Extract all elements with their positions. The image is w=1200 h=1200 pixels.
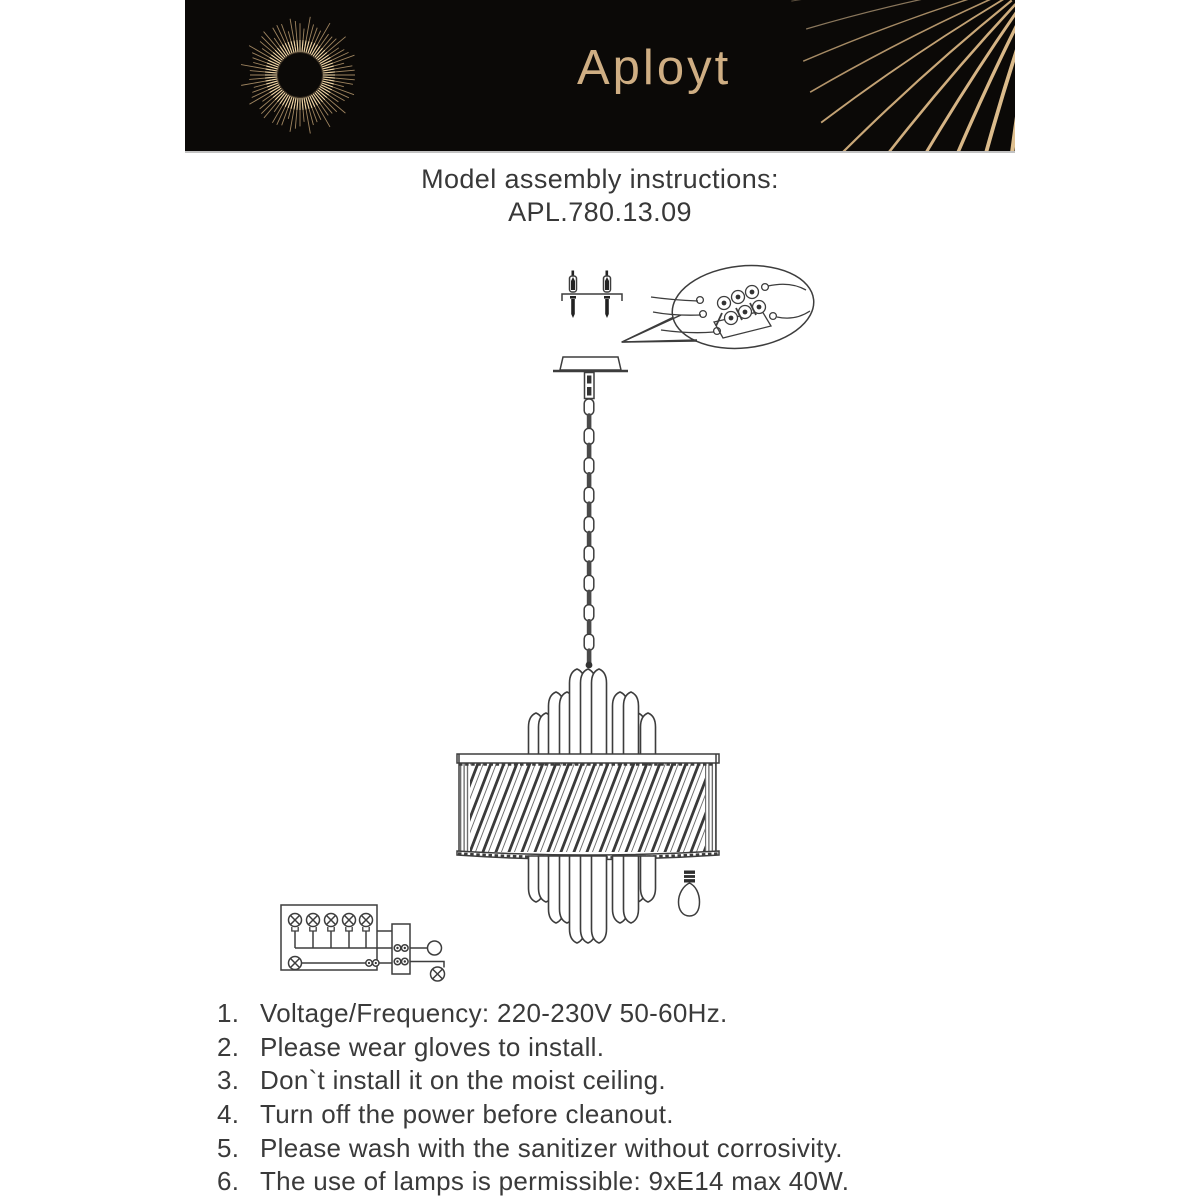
title-line2: APL.780.13.09 [508, 197, 692, 227]
list-item [185, 1031, 1065, 1065]
lower-crystal-pendants [529, 856, 656, 943]
brand-header [185, 0, 1015, 153]
item-number: 2. [217, 1031, 240, 1062]
brand-wordmark: Aployt [577, 41, 732, 95]
item-number: 6. [217, 1166, 240, 1197]
item-number: 5. [217, 1132, 240, 1163]
mounting-hardware [562, 271, 622, 319]
mains-connection-symbol [428, 941, 442, 955]
item-number: 4. [217, 1099, 240, 1130]
ceiling-canopy [553, 357, 628, 399]
bottom-left-lamp-symbol [289, 957, 302, 970]
e14-candle-bulb [679, 871, 700, 917]
list-item [185, 1064, 1065, 1098]
item-text: The use of lamps is permissible: 9xE14 max 40W. [260, 1166, 850, 1197]
terminal-block-callout [622, 259, 818, 355]
item-number: 1. [217, 998, 240, 1029]
item-text: Please wear gloves to install. [260, 1031, 605, 1062]
item-text: Don`t install it on the moist ceiling. [260, 1065, 666, 1096]
suspension-chain [584, 399, 594, 668]
title-line1: Model assembly instructions: [421, 164, 779, 194]
item-text: Voltage/Frequency: 220-230V 50-60Hz. [260, 998, 728, 1029]
list-item [185, 1098, 1065, 1132]
bottom-right-lamp-symbol [431, 967, 445, 981]
sunburst-logo-icon [241, 17, 355, 134]
item-text: Turn off the power before cleanout. [260, 1099, 674, 1130]
lamp-symbols-row [289, 914, 373, 949]
list-item [185, 1165, 1065, 1199]
wiring-diagram [281, 905, 445, 981]
page-title [185, 163, 1015, 229]
pleated-drum-shade [457, 754, 719, 860]
list-item [185, 997, 1065, 1031]
assembly-diagram [250, 240, 870, 1010]
list-item [185, 1131, 1065, 1165]
item-text: Please wash with the sanitizer without corrosivity. [260, 1132, 843, 1163]
instruction-list [185, 997, 1065, 1199]
item-number: 3. [217, 1065, 240, 1096]
